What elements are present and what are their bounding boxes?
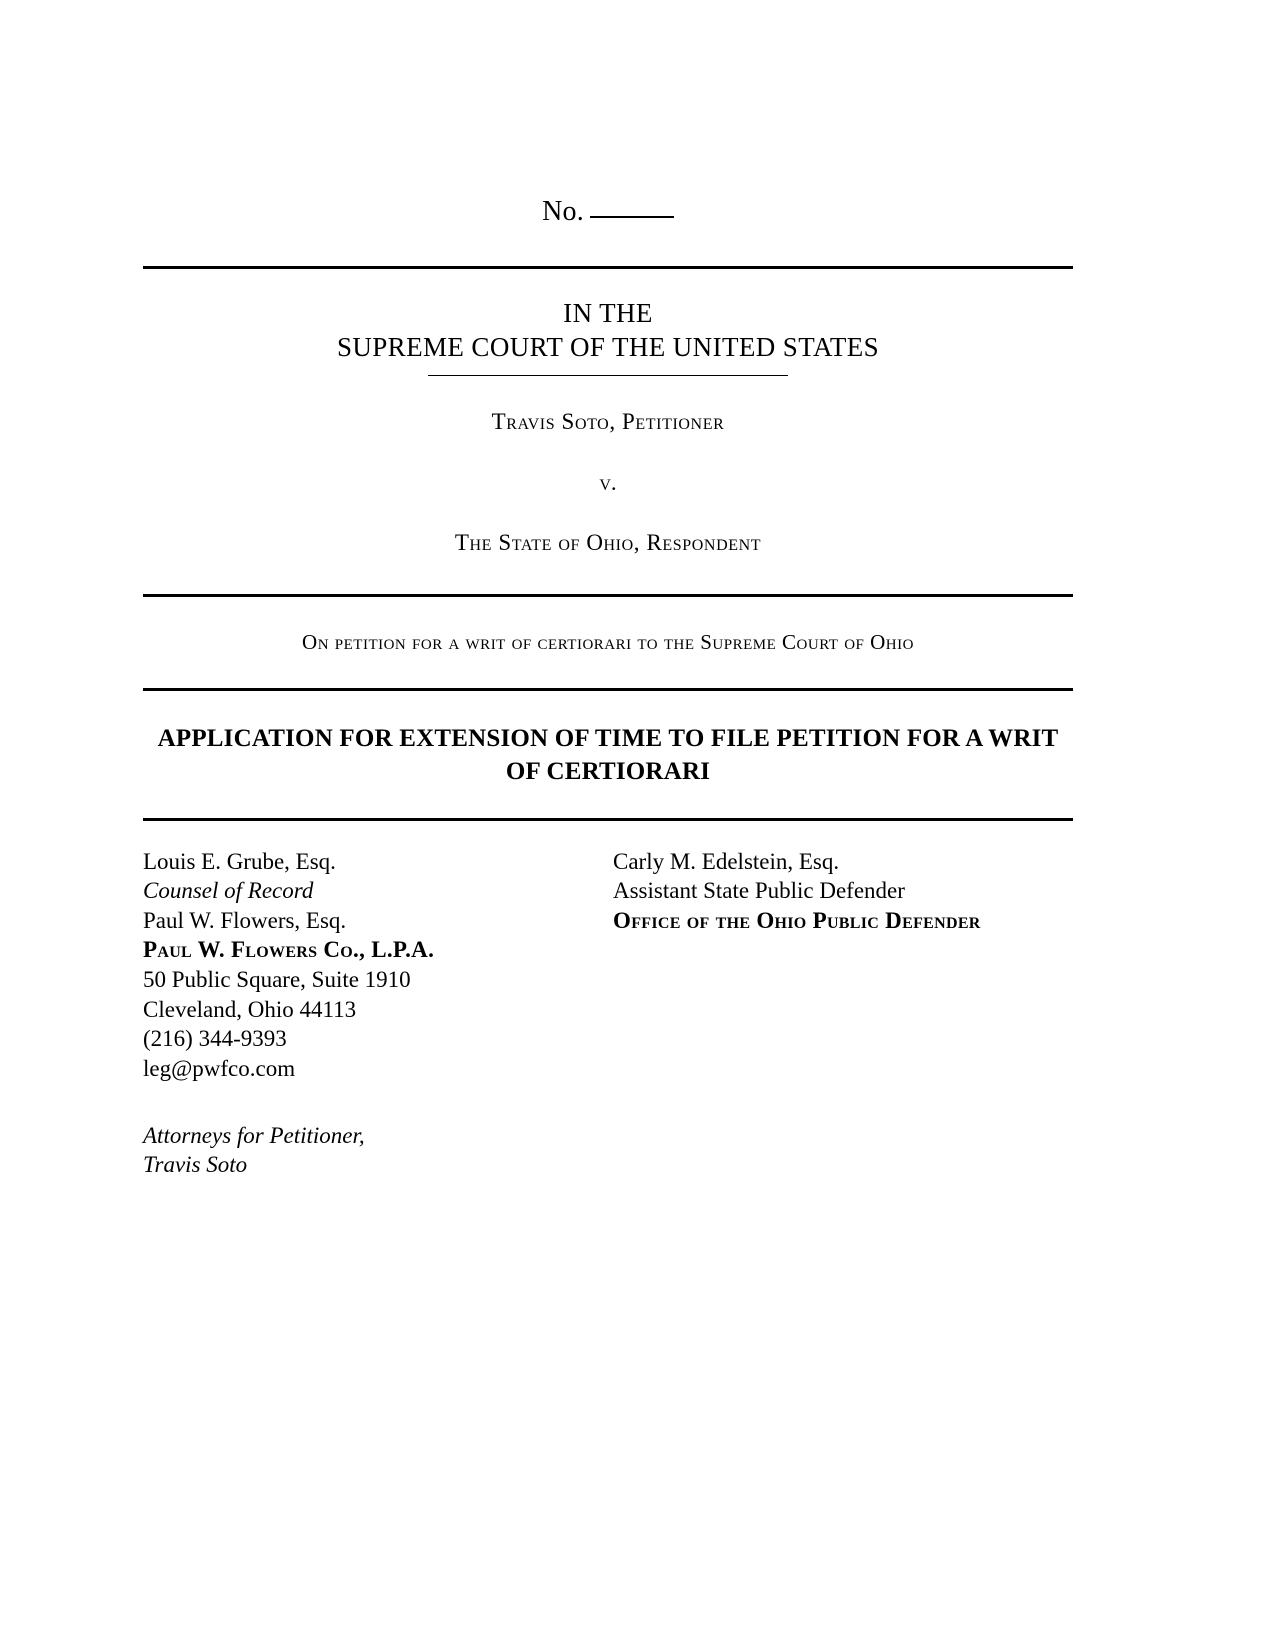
court-heading-line2: SUPREME COURT OF THE UNITED STATES — [336, 331, 880, 362]
counsel-left-name: Louis E. Grube, Esq. — [143, 848, 336, 874]
attorneys-for-line2: Travis Soto — [143, 1152, 248, 1178]
docket-number-label: No. — [542, 196, 584, 227]
on-petition-line: On petition for a writ of certiorari to the Supreme Court of Ohio — [302, 629, 914, 654]
attorneys-for-line1: Attorneys for Petitioner, — [143, 1122, 365, 1148]
counsel-right-role: Assistant State Public Defender — [613, 878, 905, 904]
counsel-left-second-name: Paul W. Flowers, Esq. — [143, 907, 347, 933]
caption-versus: v. — [599, 469, 617, 495]
counsel-left-address2: Cleveland, Ohio 44113 — [143, 996, 357, 1022]
counsel-right-name: Carly M. Edelstein, Esq. — [613, 848, 840, 874]
counsel-left-firm: Paul W. Flowers Co., L.P.A. — [143, 937, 435, 963]
counsel-left-email: leg@pwfco.com — [143, 1056, 296, 1082]
docket-number-blank — [590, 216, 674, 218]
counsel-right-office: Office of the Ohio Public Defender — [613, 907, 981, 933]
counsel-left-phone: (216) 344-9393 — [143, 1026, 287, 1052]
docket-number-line — [143, 0, 1073, 228]
counsel-right-column — [613, 847, 1073, 1181]
counsel-left-role: Counsel of Record — [143, 878, 314, 904]
court-heading — [143, 269, 1073, 376]
court-heading-line1: IN THE — [563, 298, 653, 328]
document-title: APPLICATION FOR EXTENSION OF TIME TO FILE PETITION FOR A WRIT OF CERTIORARI — [157, 724, 1059, 785]
caption-respondent: The State of Ohio, Respondent — [454, 529, 762, 555]
counsel-left-column — [143, 847, 613, 1181]
counsel-left-address1: 50 Public Square, Suite 1910 — [143, 967, 411, 993]
caption-petitioner: Travis Soto, Petitioner — [491, 408, 725, 434]
document-content — [143, 0, 1073, 1180]
counsel-block — [143, 821, 1073, 1181]
